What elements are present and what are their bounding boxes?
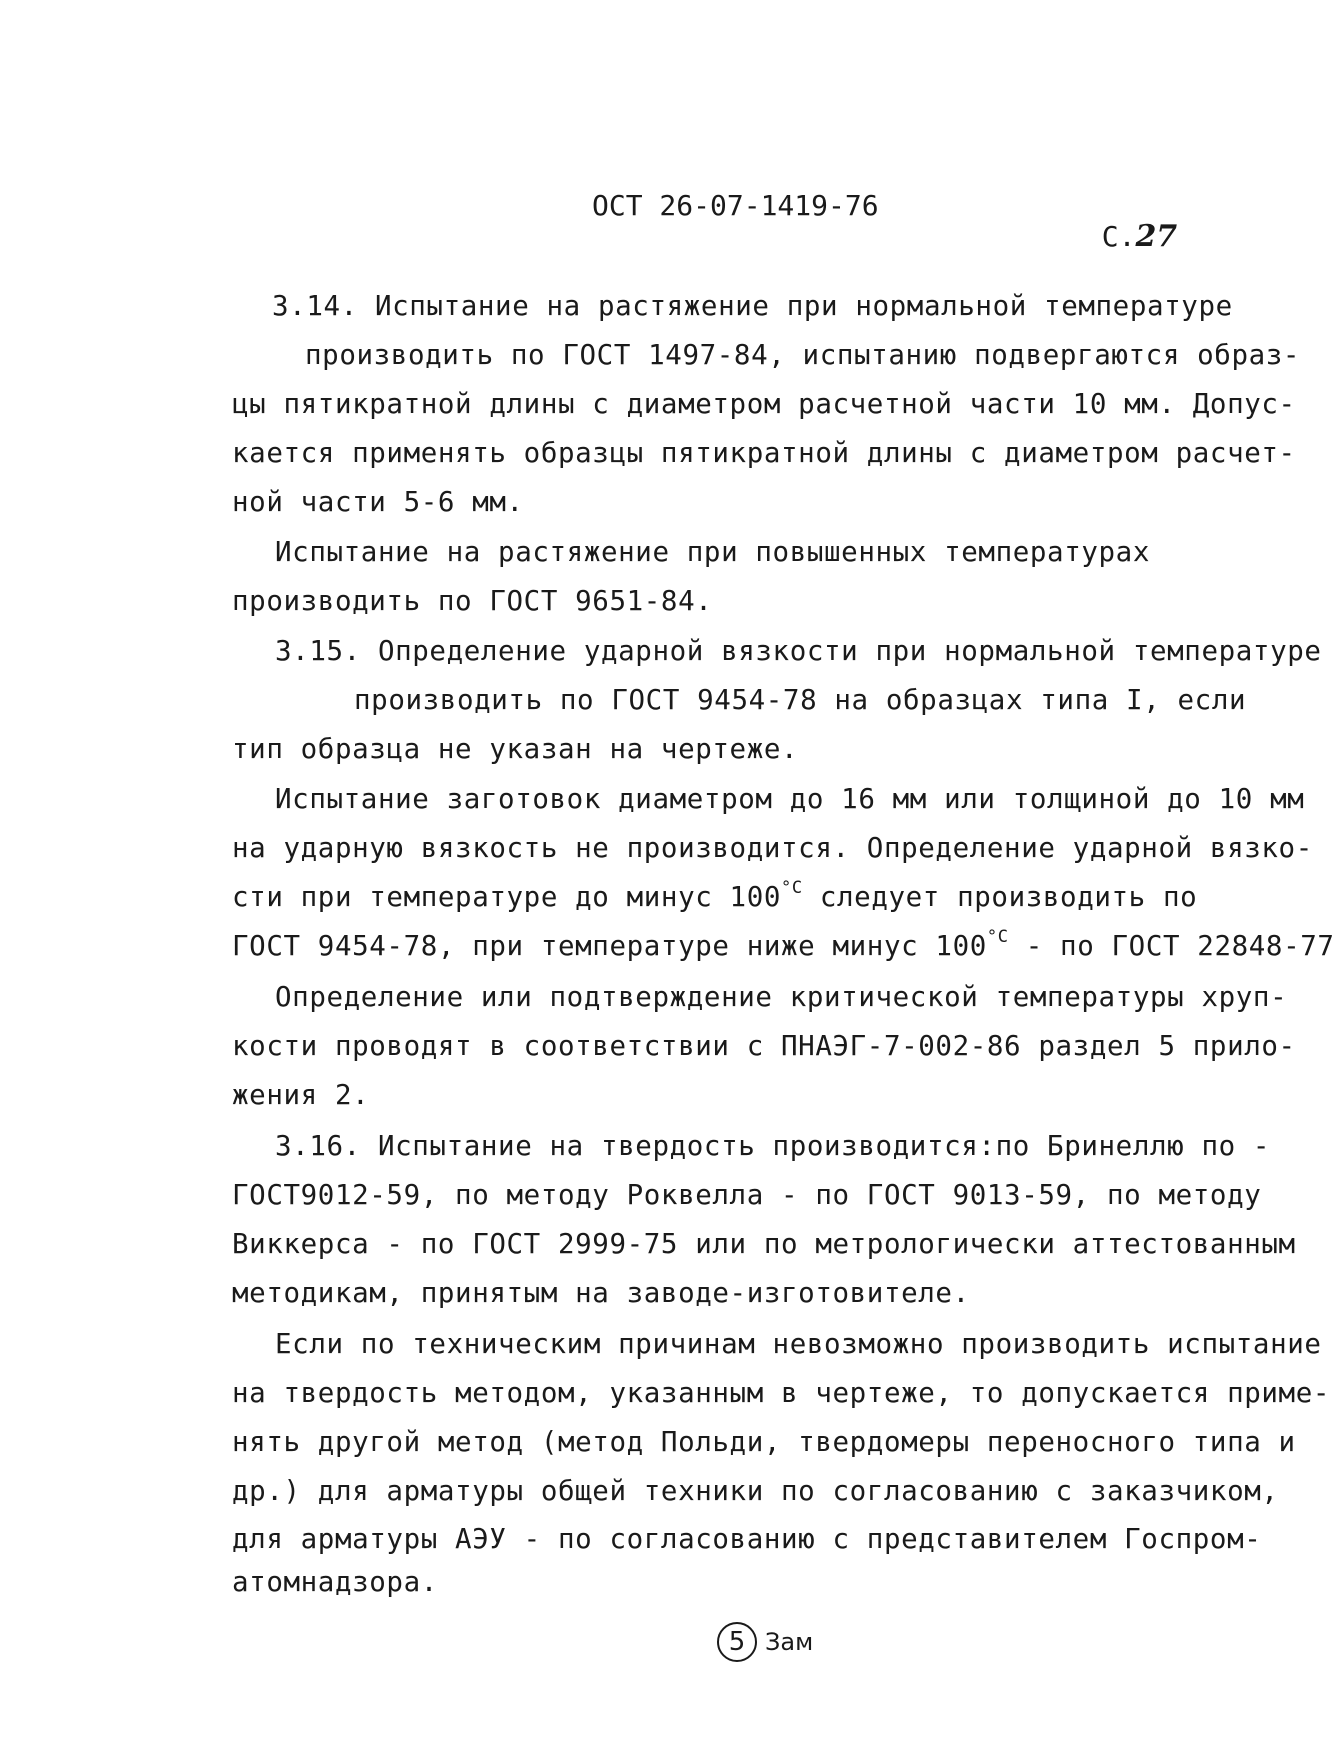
text-line: др.) для арматуры общей техники по согласованию с заказчиком, [232, 1475, 1279, 1507]
page-number-prefix: С. [1101, 220, 1136, 253]
text-line [232, 926, 1335, 963]
text-line: кается применять образцы пятикратной длины с диаметром расчет- [232, 437, 1296, 469]
page-number-handwritten: 27 [1135, 219, 1178, 254]
text-line: производить по ГОСТ 9454-78 на образцах типа I, если [354, 684, 1247, 716]
text-line-part: следует производить по [802, 881, 1198, 913]
document-code: ОСТ 26-07-1419-76 [592, 189, 879, 222]
text-line: Виккерса - по ГОСТ 2999-75 или по метрологически аттестованным [232, 1228, 1296, 1260]
degree-superscript: °С [986, 926, 1009, 947]
text-line: 3.15. Определение ударной вязкости при нормальной температуре [275, 635, 1322, 667]
text-line: кости проводят в соответствии с ПНАЭГ-7-002-86 раздел 5 прило- [232, 1030, 1296, 1062]
text-line: нять другой метод (метод Польди, твердомеры переносного типа и [232, 1426, 1296, 1458]
text-line: Испытание заготовок диаметром до 16 мм или толщиной до 10 мм [275, 783, 1305, 815]
change-number-circle: 5 [717, 1622, 757, 1662]
change-mark [717, 1622, 813, 1662]
text-line: методикам, принятым на заводе-изготовителе. [232, 1277, 970, 1309]
text-line: производить по ГОСТ 9651-84. [232, 585, 713, 617]
degree-superscript: °С [781, 877, 803, 898]
text-line: производить по ГОСТ 1497-84, испытанию подвергаются образ- [305, 339, 1301, 371]
text-line: тип образца не указан на чертеже. [232, 733, 799, 765]
text-line: цы пятикратной длины с диаметром расчетной части 10 мм. Допус- [232, 388, 1296, 420]
change-label: Зам [765, 1628, 814, 1656]
text-line: 3.14. Испытание на растяжение при нормальной температуре [272, 290, 1233, 322]
text-line: Если по техническим причинам невозможно производить испытание [275, 1328, 1322, 1360]
text-line: Определение или подтверждение критической температуры хруп- [275, 981, 1288, 1013]
text-line: на ударную вязкость не производится. Определение ударной вязко- [232, 832, 1313, 864]
text-line: жения 2. [232, 1079, 370, 1111]
text-line-part: - по ГОСТ 22848-77 [1008, 930, 1335, 962]
text-line: ГОСТ9012-59, по методу Роквелла - по ГОСТ 9013-59, по методу [232, 1179, 1262, 1211]
text-line: атомнадзора. [232, 1566, 438, 1598]
text-line-part: ГОСТ 9454-78, при температуре ниже минус 100 [232, 930, 987, 962]
text-line: Испытание на растяжение при повышенных температурах [275, 536, 1150, 568]
text-line: 3.16. Испытание на твердость производится:по Бринеллю по - [275, 1130, 1271, 1162]
page-number [1068, 186, 1177, 254]
text-line [232, 877, 1198, 914]
text-line-part: сти при температуре до минус 100 [232, 881, 782, 913]
text-line: ной части 5-6 мм. [232, 486, 524, 518]
text-line: на твердость методом, указанным в чертеже, то допускается приме- [232, 1377, 1331, 1409]
text-line: для арматуры АЭУ - по согласованию с представителем Госпром- [232, 1523, 1262, 1555]
